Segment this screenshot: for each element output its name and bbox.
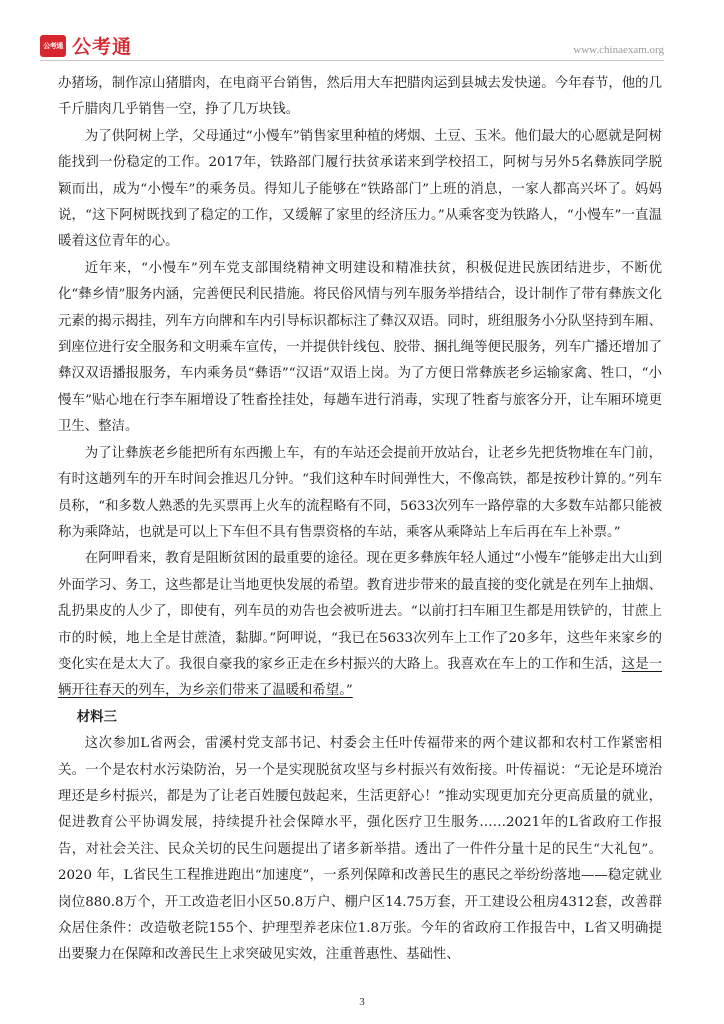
paragraph-6: 这次参加L省两会，雷溪村党支部书记、村委会主任叶传福带来的两个建议都和农村工作紧密相关。一个是农村水污染防治，另一个是实现脱贫攻坚与乡村振兴有效衔接。叶传福说：“无论是环境治理还是乡村振兴，都是为了让老百姓腰包鼓起来，生活更舒心！”推动实现更加充分更高质量的就业，促进教育公平协调发展，持续提升社会保障水平，强化医疗卫生服务……2021年的L省政府工作报告，对社会关注、民众关切的民生问题提出了诸多新举措。透出了一件件分量十足的民生“大礼包”。2020 年，L省民生工程推进跑出“加速度”，一系列保障和改善民生的惠民之举纷纷落地——稳定就业岗位880.8万个，开工改造老旧小区50.8万户、棚户区14.75万套，开工建设公租房4312套，改善群众居住条件：改造敬老院155个、护理型养老床位1.8万张。今年的省政府工作报告中，L省又明确提出要聚力在保障和改善民生上求突破见实效，注重普惠性、基础性、 [58, 736, 662, 963]
paragraph-3: 近年来，“小慢车”列车党支部围绕精神文明建设和精准扶贫，积极促进民族团结进步，不断优化“彝乡情”服务内涵，完善便民利民措施。将民俗风情与列车服务举措结合，设计制作了带有彝族文化元素的揭示揭挂，列车方向牌和车内引导标识都标注了彝汉双语。同时，班组服务小分队坚持到车厢、到座位进行安全服务和文明乘车宣传，一并提供针线包、胶带、捆扎绳等便民服务，列车广播还增加了彝汉双语播报服务，车内乘务员“彝语”“汉语”双语上岗。为了方便日常彝族老乡运输家禽、牲口，“小慢车”贴心地在行李车厢增设了牲畜拴挂处，每趟车进行消毒，实现了牲畜与旅客分开，让车厢环境更卫生、整洁。 [58, 260, 662, 435]
document-body [58, 71, 662, 969]
logo[interactable] [40, 32, 132, 59]
paragraph-2: 为了供阿树上学，父母通过“小慢车”销售家里种植的烤烟、土豆、玉米。他们最大的心愿就是阿树能找到一份稳定的工作。2017年，铁路部门履行扶贫承诺来到学校招工，阿树与另外5名彝族同学脱颖而出，成为“小慢车”的乘务员。得知儿子能够在“铁路部门”上班的消息，一家人都高兴坏了。妈妈说，“这下阿树既找到了稳定的工作，又缓解了家里的经济压力。”从乘客变为铁路人，“小慢车”一直温暖着这位青年的心。 [58, 128, 662, 250]
paragraph-5-text: 在阿呷看来，教育是阻断贫困的最重要的途径。现在更多彝族年轻人通过“小慢车”能够走出大山到外面学习、务工，这些都是让当地更快发展的希望。教育进步带来的最直接的变化就是在列车上抽烟、乱扔果皮的人少了，即使有，列车员的劝告也会被听进去。“以前打扫车厢卫生都是用铁铲的，甘蔗上市的时候，地上全是甘蔗渣，黏脚。”阿呷说，“我已在5633次列车上工作了20多年，这些年来家乡的变化实在是太大了。我很自豪我的家乡正走在乡村振兴的大路上。我喜欢在车上的工作和生活， [58, 551, 662, 672]
site-url[interactable]: www.chinaexam.org [573, 44, 664, 56]
paragraph-1: 办猪场，制作凉山猪腊肉，在电商平台销售，然后用大车把腊肉运到县城去发快递。今年春节，他的几千斤腊肉几乎销售一空，挣了几万块钱。 [58, 76, 662, 118]
header-divider [40, 60, 664, 61]
paragraph-5 [58, 546, 662, 704]
logo-badge-icon: 公考通 [40, 35, 66, 57]
page-header [40, 32, 664, 62]
section-title: 材料三 [76, 709, 117, 725]
logo-text: 公考通 [72, 36, 133, 58]
page-number: 3 [359, 996, 365, 1008]
paragraph-4: 为了让彝族老乡能把所有东西搬上车，有的车站还会提前开放站台，让老乡先把货物堆在车门前，有时这趟列车的开车时间会推迟几分钟。“我们这种车时间弹性大，不像高铁，都是按秒计算的。”列车员称，“和多数人熟悉的先买票再上火车的流程略有不同，5633次列车一路停靠的大多数车站都只能被称为乘降站，也就是可以上下车但不具有售票资格的车站，乘客从乘降站上车后再在车上补票。” [58, 445, 662, 540]
underlined-quote: 这是一辆开往春天的列车，为乡亲们带来了温暖和希望。” [58, 656, 663, 699]
